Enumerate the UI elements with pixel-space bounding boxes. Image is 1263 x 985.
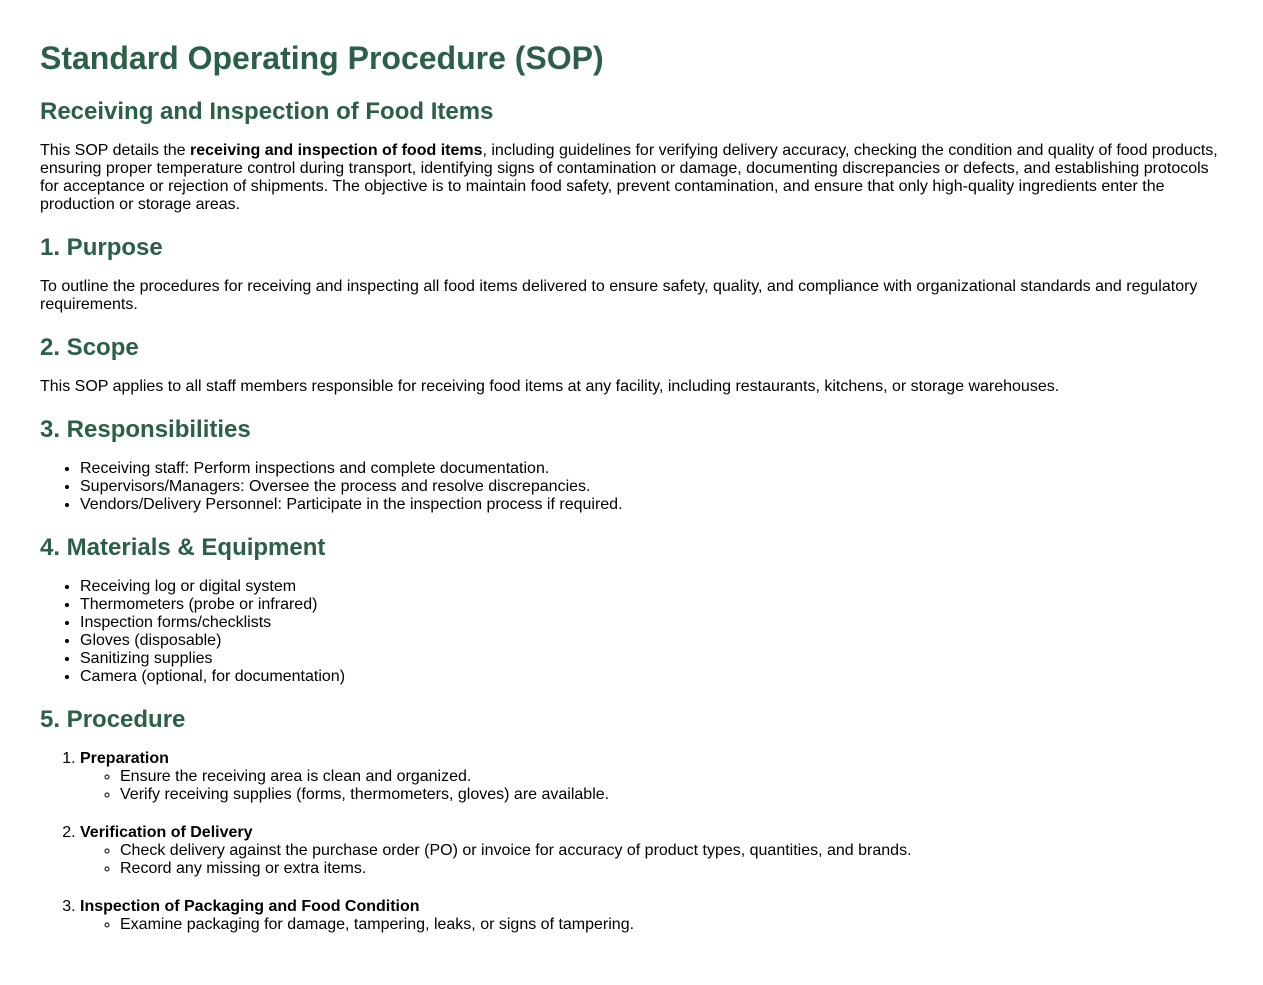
list-item: ◦ Verify receiving supplies (forms, thermometers, gloves) are available.	[120, 786, 1223, 804]
intro-text-before: This SOP details the	[40, 142, 190, 159]
list-item: • Camera (optional, for documentation)	[80, 668, 1223, 686]
procedure-step	[80, 750, 1223, 804]
list-item: ◦ Record any missing or extra items.	[120, 860, 1223, 878]
materials-list	[40, 578, 1223, 686]
list-item: • Receiving staff: Perform inspections and complete documentation.	[80, 460, 1223, 478]
page-subtitle: Receiving and Inspection of Food Items	[40, 98, 494, 125]
step-items	[80, 916, 1223, 934]
section-heading-responsibilities: 3. Responsibilities	[40, 416, 251, 443]
list-item: • Inspection forms/checklists	[80, 614, 1223, 632]
list-item: • Vendors/Delivery Personnel: Participate in the inspection process if required.	[80, 496, 1223, 514]
step-items	[80, 842, 1223, 878]
section-heading-scope: 2. Scope	[40, 334, 139, 361]
intro-text-bold: receiving and inspection of food items	[190, 142, 483, 159]
purpose-text: To outline the procedures for receiving and inspecting all food items delivered to ensure safety, quality, and compliance with organizational standards and regulatory requirements.	[40, 278, 1198, 313]
page-title: Standard Operating Procedure (SOP)	[40, 40, 604, 76]
section-heading-procedure: 5. Procedure	[40, 706, 186, 733]
sop-document	[0, 40, 1263, 934]
step-items	[80, 768, 1223, 804]
intro-text-after: , including guidelines for verifying delivery accuracy, checking the condition and quality of food products, ensuring proper temperature control during transport, identifying signs of contamination or damage, documenting discrepancies or defects, and establishing protocols for acceptance or rejection of shipments. The objective is to maintain food safety, prevent contamination, and ensure that only high-quality ingredients enter the production or storage areas.	[40, 142, 1218, 213]
section-heading-purpose: 1. Purpose	[40, 234, 163, 261]
list-item: ◦ Ensure the receiving area is clean and organized.	[120, 768, 1223, 786]
list-item: • Supervisors/Managers: Oversee the process and resolve discrepancies.	[80, 478, 1223, 496]
step-title: Preparation	[80, 750, 169, 767]
step-title: Inspection of Packaging and Food Condition	[80, 898, 420, 915]
list-item: • Sanitizing supplies	[80, 650, 1223, 668]
list-item: • Gloves (disposable)	[80, 632, 1223, 650]
procedure-steps	[40, 750, 1223, 934]
list-item: • Receiving log or digital system	[80, 578, 1223, 596]
responsibilities-list	[40, 460, 1223, 514]
list-item: ◦ Examine packaging for damage, tampering, leaks, or signs of tampering.	[120, 916, 1223, 934]
procedure-step	[80, 824, 1223, 878]
step-title: Verification of Delivery	[80, 824, 253, 841]
scope-text: This SOP applies to all staff members responsible for receiving food items at any facility, including restaurants, kitchens, or storage warehouses.	[40, 378, 1060, 395]
section-heading-materials: 4. Materials & Equipment	[40, 534, 326, 561]
list-item: ◦ Check delivery against the purchase order (PO) or invoice for accuracy of product types, quantities, and brands.	[120, 842, 1223, 860]
procedure-step	[80, 898, 1223, 934]
list-item: • Thermometers (probe or infrared)	[80, 596, 1223, 614]
intro-paragraph	[40, 142, 1223, 214]
